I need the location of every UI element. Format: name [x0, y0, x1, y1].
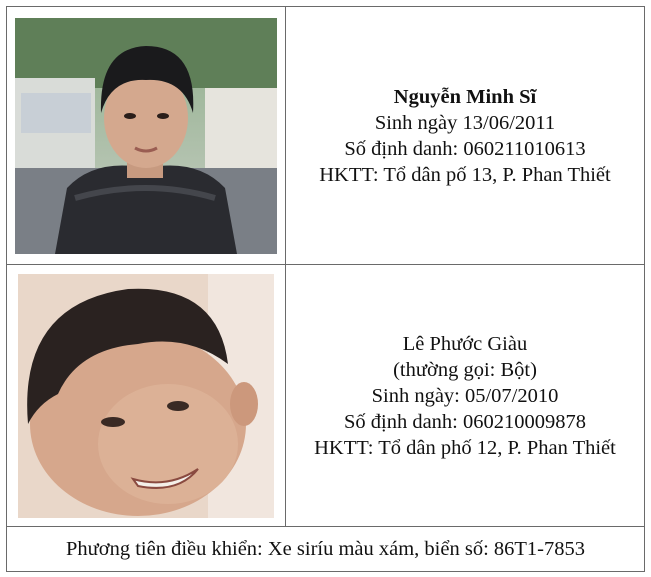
photo-cell-1 — [7, 7, 286, 265]
vehicle-info: Phương tiên điều khiển: Xe siríu màu xám, biển số: 86T1-7853 — [7, 527, 645, 572]
portrait-photo-1 — [15, 18, 277, 254]
person2-dob: Sinh ngày: 05/07/2010 — [371, 384, 559, 407]
person1-address: HKTT: Tổ dân pố 13, P. Phan Thiết — [319, 163, 611, 186]
footer-row — [7, 527, 645, 572]
portrait-photo-2 — [18, 274, 274, 518]
photo-cell-2 — [7, 265, 286, 527]
info-cell-2 — [286, 265, 645, 527]
info-cell-1 — [286, 7, 645, 265]
person-row-1 — [7, 7, 645, 265]
person1-name: Nguyễn Minh Sĩ — [393, 85, 537, 108]
person1-dob: Sinh ngày 13/06/2011 — [374, 111, 556, 134]
person2-nickname: (thường gọi: Bột) — [393, 358, 537, 381]
person-info-table — [6, 6, 645, 572]
person-row-2 — [7, 265, 645, 527]
person2-id-number: Số định danh: 060210009878 — [343, 410, 587, 433]
person2-address: HKTT: Tổ dân phố 12, P. Phan Thiết — [314, 436, 616, 459]
person2-name: Lê Phước Giàu — [402, 332, 528, 355]
person1-id-number: Số định danh: 060211010613 — [344, 137, 586, 160]
